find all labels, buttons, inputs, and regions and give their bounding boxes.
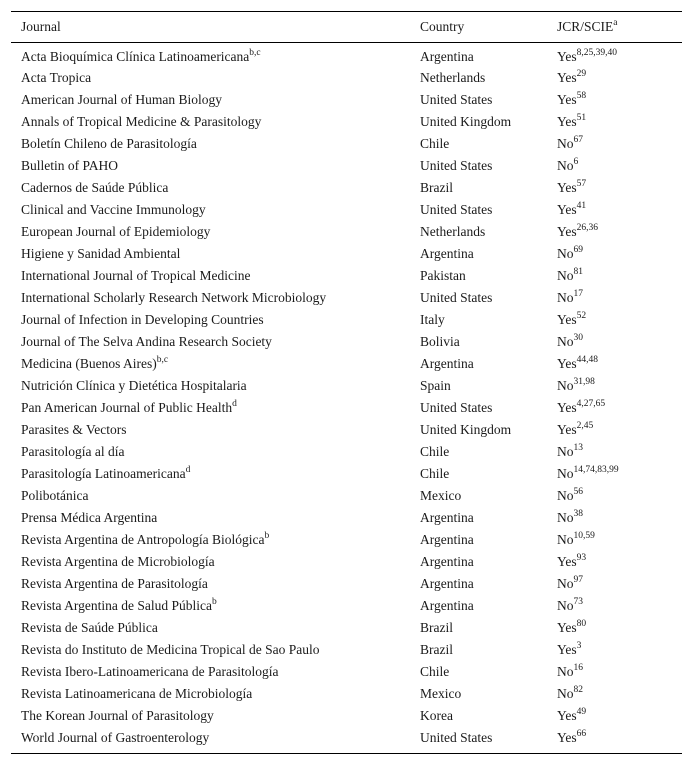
journal-cell xyxy=(11,89,410,111)
journal-name: Cadernos de Saúde Pública xyxy=(21,180,169,195)
jcr-status: No xyxy=(557,268,574,283)
jcr-refs: 69 xyxy=(573,245,583,255)
country-name: Argentina xyxy=(420,576,474,591)
journal-name: Acta Tropica xyxy=(21,70,92,85)
jcr-cell xyxy=(547,485,682,507)
country-cell xyxy=(410,353,547,375)
jcr-status: Yes xyxy=(557,92,577,107)
journal-name: Revista Ibero-Latinoamericana de Parasitología xyxy=(21,664,279,679)
journal-cell xyxy=(11,705,410,727)
jcr-refs: 66 xyxy=(576,729,587,739)
jcr-status: Yes xyxy=(557,180,577,195)
table-row xyxy=(11,265,682,287)
table-row xyxy=(11,287,682,309)
jcr-cell xyxy=(547,111,682,133)
jcr-status: Yes xyxy=(557,224,577,239)
jcr-cell xyxy=(547,243,682,265)
table-row xyxy=(11,529,682,551)
country-cell xyxy=(410,727,547,754)
country-cell xyxy=(410,67,547,89)
journal-name: Revista de Saúde Pública xyxy=(21,620,158,635)
country-name: United States xyxy=(420,202,493,217)
jcr-refs: 58 xyxy=(576,91,587,101)
jcr-status: No xyxy=(557,246,574,261)
table-row xyxy=(11,573,682,595)
jcr-status: Yes xyxy=(557,202,577,217)
jcr-refs: 67 xyxy=(573,135,583,145)
country-name: Argentina xyxy=(420,246,474,261)
jcr-cell xyxy=(547,221,682,243)
jcr-status: Yes xyxy=(557,620,577,635)
jcr-refs: 31,98 xyxy=(573,377,595,387)
country-cell xyxy=(410,419,547,441)
journal-cell xyxy=(11,287,410,309)
jcr-status: Yes xyxy=(557,70,577,85)
journal-name: Journal of Infection in Developing Countries xyxy=(21,312,264,327)
country-name: Brazil xyxy=(420,180,453,195)
journal-footnote: b,c xyxy=(249,48,261,58)
journal-name: The Korean Journal of Parasitology xyxy=(21,708,214,723)
jcr-cell xyxy=(547,133,682,155)
jcr-status: Yes xyxy=(557,730,577,745)
country-name: Mexico xyxy=(420,488,462,503)
country-cell xyxy=(410,243,547,265)
country-cell xyxy=(410,485,547,507)
journal-name: Medicina (Buenos Aires) xyxy=(21,356,157,371)
jcr-cell xyxy=(547,309,682,331)
journal-cell xyxy=(11,43,410,68)
jcr-status: Yes xyxy=(557,422,577,437)
journal-name: World Journal of Gastroenterology xyxy=(21,730,210,745)
journal-footnote: d xyxy=(232,399,237,409)
jcr-status: Yes xyxy=(557,312,577,327)
jcr-status: No xyxy=(557,510,574,525)
jcr-cell xyxy=(547,683,682,705)
jcr-status: No xyxy=(557,576,574,591)
jcr-cell xyxy=(547,375,682,397)
jcr-cell xyxy=(547,463,682,485)
jcr-refs: 29 xyxy=(576,69,587,79)
table-row xyxy=(11,419,682,441)
journal-cell xyxy=(11,529,410,551)
country-cell xyxy=(410,199,547,221)
country-cell xyxy=(410,595,547,617)
jcr-status: Yes xyxy=(557,554,577,569)
country-name: Argentina xyxy=(420,49,474,64)
country-name: United Kingdom xyxy=(420,422,512,437)
jcr-status: Yes xyxy=(557,49,577,64)
table-row xyxy=(11,67,682,89)
journal-cell xyxy=(11,353,410,375)
country-name: Argentina xyxy=(420,532,474,547)
journal-cell xyxy=(11,463,410,485)
journal-name: Parasites & Vectors xyxy=(21,422,127,437)
header-row xyxy=(11,12,682,43)
table-row xyxy=(11,221,682,243)
table-row xyxy=(11,375,682,397)
country-name: Korea xyxy=(420,708,453,723)
jcr-refs: 17 xyxy=(573,289,583,299)
country-name: United States xyxy=(420,730,493,745)
jcr-status: No xyxy=(557,686,574,701)
jcr-status: No xyxy=(557,136,574,151)
jcr-refs: 38 xyxy=(573,509,583,519)
jcr-refs: 73 xyxy=(573,597,583,607)
journal-cell xyxy=(11,617,410,639)
country-name: Argentina xyxy=(420,554,474,569)
table-row xyxy=(11,199,682,221)
country-name: United Kingdom xyxy=(420,114,512,129)
journal-name: Bulletin of PAHO xyxy=(21,158,119,173)
jcr-status: No xyxy=(557,532,574,547)
journal-name: Polibotánica xyxy=(21,488,89,503)
journal-name: Clinical and Vaccine Immunology xyxy=(21,202,206,217)
jcr-refs: 44,48 xyxy=(576,355,599,365)
jcr-refs: 49 xyxy=(576,707,587,717)
table-row xyxy=(11,683,682,705)
country-cell xyxy=(410,155,547,177)
journal-cell xyxy=(11,133,410,155)
jcr-cell xyxy=(547,89,682,111)
jcr-refs: 14,74,83,99 xyxy=(573,465,619,475)
journal-name: Acta Bioquímica Clínica Latinoamericana xyxy=(21,49,250,64)
country-cell xyxy=(410,617,547,639)
jcr-refs: 97 xyxy=(573,575,583,585)
jcr-refs: 3 xyxy=(576,641,582,651)
jcr-status: No xyxy=(557,664,574,679)
jcr-cell xyxy=(547,441,682,463)
journal-cell xyxy=(11,683,410,705)
journal-cell xyxy=(11,507,410,529)
country-name: United States xyxy=(420,92,493,107)
country-cell xyxy=(410,221,547,243)
journal-name: Revista do Instituto de Medicina Tropical de Sao Paulo xyxy=(21,642,320,657)
table-row xyxy=(11,661,682,683)
jcr-refs: 10,59 xyxy=(573,531,595,541)
country-cell xyxy=(410,43,547,68)
jcr-cell xyxy=(547,43,682,68)
table-row xyxy=(11,89,682,111)
journal-cell xyxy=(11,639,410,661)
jcr-refs: 56 xyxy=(573,487,583,497)
jcr-refs: 82 xyxy=(573,685,583,695)
journal-cell xyxy=(11,595,410,617)
table-row xyxy=(11,463,682,485)
jcr-refs: 81 xyxy=(573,267,583,277)
country-cell xyxy=(410,683,547,705)
header-country xyxy=(410,12,547,43)
journal-cell xyxy=(11,155,410,177)
table-row xyxy=(11,111,682,133)
jcr-cell xyxy=(547,617,682,639)
jcr-status: Yes xyxy=(557,400,577,415)
table-row xyxy=(11,617,682,639)
jcr-status: No xyxy=(557,598,574,613)
country-name: United States xyxy=(420,158,493,173)
table-body xyxy=(11,43,682,754)
header-jcr-label: JCR/SCIE xyxy=(557,19,614,34)
country-name: Bolivia xyxy=(420,334,460,349)
jcr-cell xyxy=(547,287,682,309)
country-name: United States xyxy=(420,290,493,305)
journal-cell xyxy=(11,243,410,265)
jcr-cell xyxy=(547,529,682,551)
journal-cell xyxy=(11,573,410,595)
journal-name: American Journal of Human Biology xyxy=(21,92,222,107)
country-cell xyxy=(410,705,547,727)
table-row xyxy=(11,639,682,661)
jcr-refs: 8,25,39,40 xyxy=(576,48,618,58)
header-journal-label: Journal xyxy=(21,19,61,34)
journal-cell xyxy=(11,199,410,221)
country-cell xyxy=(410,551,547,573)
journal-cell xyxy=(11,727,410,754)
country-cell xyxy=(410,507,547,529)
country-name: Chile xyxy=(420,136,450,151)
jcr-refs: 26,36 xyxy=(576,223,599,233)
jcr-status: Yes xyxy=(557,356,577,371)
country-cell xyxy=(410,397,547,419)
table-row xyxy=(11,243,682,265)
jcr-cell xyxy=(547,705,682,727)
country-name: Argentina xyxy=(420,510,474,525)
table-row xyxy=(11,331,682,353)
country-name: Pakistan xyxy=(420,268,466,283)
journal-name: Revista Argentina de Salud Pública xyxy=(21,598,212,613)
table-row xyxy=(11,485,682,507)
country-cell xyxy=(410,265,547,287)
table-row xyxy=(11,309,682,331)
journal-cell xyxy=(11,221,410,243)
country-name: Argentina xyxy=(420,598,474,613)
jcr-status: No xyxy=(557,158,574,173)
journal-cell xyxy=(11,111,410,133)
country-cell xyxy=(410,331,547,353)
table-row xyxy=(11,133,682,155)
header-jcr xyxy=(547,12,682,43)
country-name: Chile xyxy=(420,664,450,679)
journal-name: European Journal of Epidemiology xyxy=(21,224,211,239)
journal-cell xyxy=(11,67,410,89)
jcr-refs: 30 xyxy=(573,333,583,343)
journal-cell xyxy=(11,309,410,331)
country-cell xyxy=(410,529,547,551)
journal-name: Higiene y Sanidad Ambiental xyxy=(21,246,181,261)
country-name: Italy xyxy=(420,312,445,327)
journal-cell xyxy=(11,485,410,507)
country-cell xyxy=(410,89,547,111)
jcr-cell xyxy=(547,595,682,617)
journal-name: Revista Argentina de Antropología Biológica xyxy=(21,532,265,547)
table-header xyxy=(11,12,682,43)
country-name: Chile xyxy=(420,444,450,459)
country-cell xyxy=(410,441,547,463)
country-cell xyxy=(410,111,547,133)
jcr-status: Yes xyxy=(557,642,577,657)
table-row xyxy=(11,551,682,573)
country-name: United States xyxy=(420,400,493,415)
jcr-cell xyxy=(547,353,682,375)
table-row xyxy=(11,705,682,727)
journal-table xyxy=(11,11,682,754)
country-name: Netherlands xyxy=(420,224,486,239)
country-name: Spain xyxy=(420,378,451,393)
jcr-cell xyxy=(547,331,682,353)
jcr-cell xyxy=(547,199,682,221)
journal-name: Pan American Journal of Public Health xyxy=(21,400,233,415)
country-cell xyxy=(410,133,547,155)
jcr-refs: 4,27,65 xyxy=(576,399,606,409)
journal-table-container xyxy=(11,11,682,754)
journal-cell xyxy=(11,441,410,463)
journal-cell xyxy=(11,661,410,683)
country-cell xyxy=(410,375,547,397)
journal-cell xyxy=(11,265,410,287)
journal-cell xyxy=(11,331,410,353)
country-name: Brazil xyxy=(420,642,453,657)
journal-name: Annals of Tropical Medicine & Parasitology xyxy=(21,114,262,129)
jcr-cell xyxy=(547,551,682,573)
journal-cell xyxy=(11,375,410,397)
journal-name: Parasitología Latinoamericana xyxy=(21,466,186,481)
journal-footnote: b xyxy=(264,531,270,541)
jcr-status: No xyxy=(557,488,574,503)
jcr-refs: 57 xyxy=(576,179,587,189)
journal-name: Nutrición Clínica y Dietética Hospitalaria xyxy=(21,378,247,393)
jcr-status: Yes xyxy=(557,114,577,129)
table-row xyxy=(11,43,682,68)
jcr-status: No xyxy=(557,378,574,393)
header-jcr-footnote: a xyxy=(613,18,618,28)
country-cell xyxy=(410,661,547,683)
country-cell xyxy=(410,309,547,331)
jcr-refs: 41 xyxy=(576,201,587,211)
jcr-cell xyxy=(547,573,682,595)
jcr-cell xyxy=(547,661,682,683)
journal-footnote: b xyxy=(211,597,217,607)
journal-cell xyxy=(11,397,410,419)
journal-cell xyxy=(11,551,410,573)
journal-name: Prensa Médica Argentina xyxy=(21,510,158,525)
country-cell xyxy=(410,177,547,199)
table-row xyxy=(11,595,682,617)
jcr-status: No xyxy=(557,466,574,481)
country-name: Mexico xyxy=(420,686,462,701)
table-row xyxy=(11,507,682,529)
jcr-refs: 51 xyxy=(576,113,587,123)
jcr-cell xyxy=(547,177,682,199)
table-row xyxy=(11,353,682,375)
country-cell xyxy=(410,573,547,595)
table-row xyxy=(11,397,682,419)
jcr-cell xyxy=(547,507,682,529)
jcr-cell xyxy=(547,265,682,287)
jcr-refs: 52 xyxy=(576,311,587,321)
journal-name: Revista Argentina de Microbiología xyxy=(21,554,215,569)
jcr-cell xyxy=(547,639,682,661)
country-name: Chile xyxy=(420,466,450,481)
jcr-refs: 93 xyxy=(576,553,587,563)
jcr-refs: 2,45 xyxy=(576,421,594,431)
journal-name: Parasitología al día xyxy=(21,444,125,459)
table-row xyxy=(11,177,682,199)
journal-name: Revista Latinoamericana de Microbiología xyxy=(21,686,253,701)
jcr-cell xyxy=(547,419,682,441)
table-row xyxy=(11,441,682,463)
country-cell xyxy=(410,287,547,309)
jcr-status: No xyxy=(557,334,574,349)
journal-name: Journal of The Selva Andina Research Society xyxy=(21,334,272,349)
jcr-refs: 16 xyxy=(573,663,583,673)
country-cell xyxy=(410,639,547,661)
jcr-cell xyxy=(547,155,682,177)
jcr-refs: 13 xyxy=(573,443,583,453)
table-row xyxy=(11,727,682,754)
jcr-status: No xyxy=(557,290,574,305)
jcr-refs: 80 xyxy=(576,619,587,629)
jcr-cell xyxy=(547,727,682,754)
country-cell xyxy=(410,463,547,485)
header-country-label: Country xyxy=(420,19,465,34)
jcr-status: No xyxy=(557,444,574,459)
journal-footnote: d xyxy=(185,465,191,475)
country-name: Netherlands xyxy=(420,70,486,85)
journal-name: International Scholarly Research Network Microbiology xyxy=(21,290,327,305)
journal-name: International Journal of Tropical Medicine xyxy=(21,268,251,283)
journal-name: Revista Argentina de Parasitología xyxy=(21,576,208,591)
jcr-refs: 6 xyxy=(573,157,579,167)
jcr-status: Yes xyxy=(557,708,577,723)
country-name: Argentina xyxy=(420,356,474,371)
table-row xyxy=(11,155,682,177)
journal-footnote: b,c xyxy=(156,355,169,365)
journal-cell xyxy=(11,419,410,441)
journal-name: Boletín Chileno de Parasitología xyxy=(21,136,197,151)
jcr-cell xyxy=(547,397,682,419)
journal-cell xyxy=(11,177,410,199)
jcr-cell xyxy=(547,67,682,89)
header-journal xyxy=(11,12,410,43)
country-name: Brazil xyxy=(420,620,453,635)
